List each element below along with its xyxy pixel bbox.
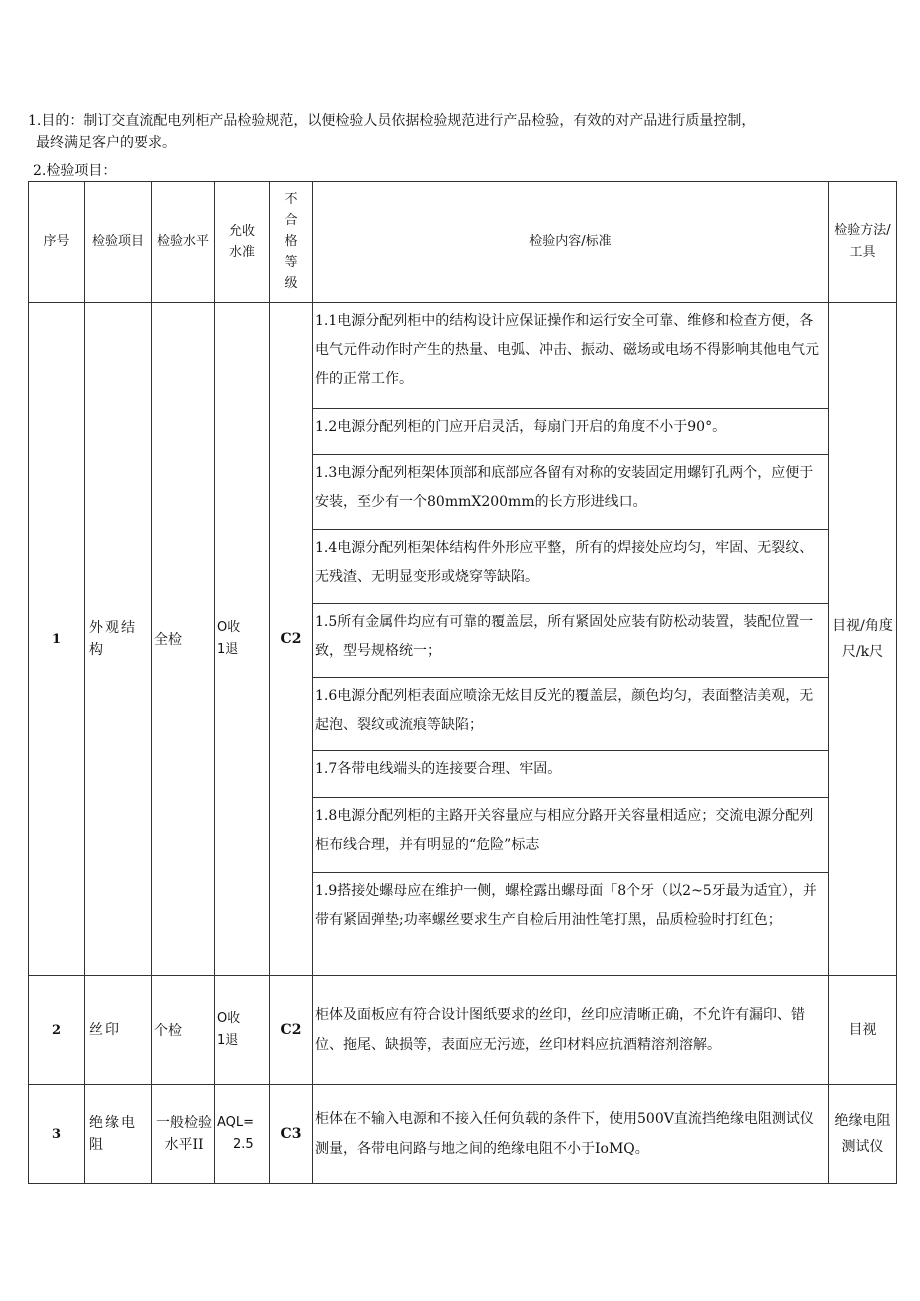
row2-accept-line2: 1退 [217,1033,239,1048]
row3-no: 3 [29,1085,85,1184]
row3-level: 一般检验水平II [152,1085,215,1184]
table-row [29,303,897,976]
row2-accept-line1: O收 [217,1011,241,1026]
subitem-1-7: 1.7各带电线端头的连接要合理、牢固。 [313,751,828,798]
row2-method: 目视 [829,976,897,1085]
header-accept: 允收水准 [215,182,270,303]
row1-level: 全检 [152,303,215,976]
table-row [29,1085,897,1184]
subitem-1-9: 1.9搭接处螺母应在维护一侧，螺栓露出螺母面「8个牙（以2~5牙最为适宜），并带有紧固弹垫;功率螺丝要求生产自检后用油性笔打黑，品质检验时打红色； [315,883,817,928]
row3-content: 柜体在不输入电源和不接入任何负载的条件下，使用500V直流挡绝缘电阻测试仪测量，各带电问路与地之间的绝缘电阻不小于IoMQ。 [313,1085,829,1184]
row1-method: 目视/角度尺/k尺 [829,303,897,976]
subitem-1-2: 1.2电源分配列柜的门应开启灵活，每扇门开启的角度不小于90°。 [313,409,828,455]
row1-no: 1 [29,303,85,976]
row2-content: 柜体及面板应有符合设计图纸要求的丝印，丝印应清晰正确，不允许有漏印、错位、拖尾、缺损等，表面应无污迹，丝印材料应抗酒精溶剂溶解。 [313,976,829,1085]
row3-accept [215,1085,270,1184]
table-row [29,976,897,1085]
subitem-1-3: 1.3电源分配列柜架体顶部和底部应各留有对称的安装固定用螺钉孔两个，应便于安装，至少有一个80mmX200mm的长方形进线口。 [313,455,828,530]
row1-item: 外观结构 [85,303,152,976]
purpose-line-1: 1.目的：制订交直流配电列柜产品检验规范，以便检验人员依据检验规范进行产品检验，有效的对产品进行质量控制， [28,113,756,129]
row3-method: 绝缘电阻测试仪 [829,1085,897,1184]
row2-level: 个检 [152,976,215,1085]
subitem-1-6: 1.6电源分配列柜表面应喷涂无炫目反光的覆盖层，颜色均匀，表面整洁美观，无起泡、裂纹或流痕等缺陷； [313,678,828,751]
header-item: 检验项目 [85,182,152,303]
header-no: 序号 [29,182,85,303]
row1-accept [215,303,270,976]
row3-grade: C3 [270,1085,313,1184]
row1-accept-line2: 1退 [217,642,239,657]
header-level: 检验水平 [152,182,215,303]
row2-no: 2 [29,976,85,1085]
inspection-table [28,181,897,1184]
header-method: 检验方法/工具 [829,182,897,303]
header-grade: 不合格等级 [270,182,313,303]
subitem-1-4: 1.4电源分配列柜架体结构件外形应平整，所有的焊接处应均匀，牢固、无裂纹、无残渣、无明显变形或烧穿等缺陷。 [313,530,828,604]
row1-content [313,303,829,976]
purpose-line-2: 最终满足客户的要求。 [36,135,176,151]
subitem-1-8: 1.8电源分配列柜的主路开关容量应与相应分路开关容量相适应；交流电源分配列柜布线合理，并有明显的“危险”标志 [313,798,828,873]
row2-item: 丝印 [85,976,152,1085]
row1-accept-line1: O收 [217,620,241,635]
table-header-row [29,182,897,303]
purpose-paragraph [28,110,888,154]
row1-grade: C2 [270,303,313,976]
subitem-1-5: 1.5所有金属件均应有可靠的覆盖层，所有紧固处应装有防松动装置，装配位置一致，型号规格统一； [313,604,828,678]
row2-accept [215,976,270,1085]
row2-grade: C2 [270,976,313,1085]
row3-accept-line2: 2.5 [233,1137,254,1152]
subitem-1-1: 1.1电源分配列柜中的结构设计应保证操作和运行安全可靠、维修和检查方便，各电气元件动作时产生的热量、电弧、冲击、振动、磁场或电场不得影响其他电气元件的正常工作。 [313,303,828,409]
row3-accept-line1: AQL= [217,1115,255,1130]
items-section-title: 2.检验项目： [33,163,117,179]
header-content: 检验内容/标准 [313,182,829,303]
row3-item: 绝缘电阻 [85,1085,152,1184]
